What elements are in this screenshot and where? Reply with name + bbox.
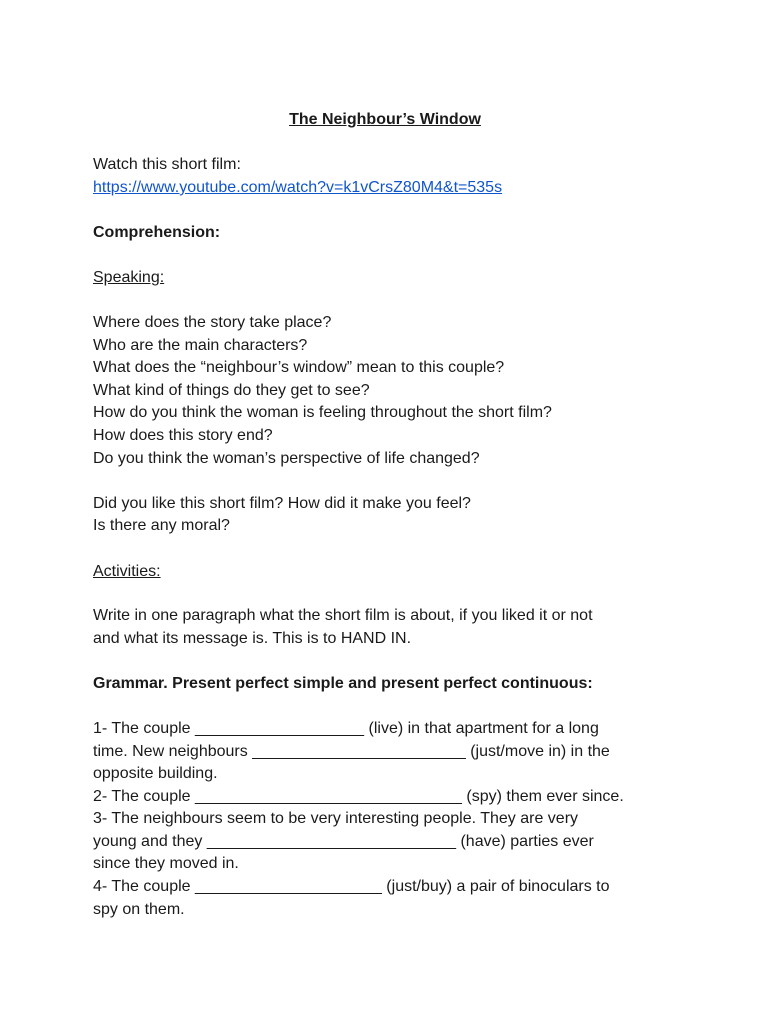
video-link[interactable] bbox=[93, 178, 502, 198]
grammar-exercise-line: since they moved in. bbox=[93, 855, 239, 872]
activity-text-line: and what its message is. This is to HAND IN. bbox=[93, 630, 412, 647]
page-title: The Neighbour’s Window bbox=[289, 111, 481, 128]
follow-up-question: Did you like this short film? How did it make you feel? bbox=[93, 495, 471, 512]
speaking-question: How do you think the woman is feeling throughout the short film? bbox=[93, 404, 552, 421]
grammar-heading: Grammar. Present perfect simple and present perfect continuous: bbox=[93, 675, 593, 692]
comprehension-heading: Comprehension: bbox=[93, 224, 221, 241]
speaking-question: Who are the main characters? bbox=[93, 337, 308, 354]
grammar-exercise-line: spy on them. bbox=[93, 901, 185, 918]
speaking-question: Do you think the woman’s perspective of life changed? bbox=[93, 450, 480, 467]
grammar-exercise-line: 1- The couple ___________________ (live) in that apartment for a long bbox=[93, 720, 599, 737]
speaking-heading: Speaking: bbox=[93, 269, 165, 286]
grammar-exercise-line: young and they ____________________________ (have) parties ever bbox=[93, 833, 594, 850]
follow-up-question: Is there any moral? bbox=[93, 517, 230, 534]
speaking-question: What does the “neighbour’s window” mean to this couple? bbox=[93, 359, 505, 376]
speaking-question: Where does the story take place? bbox=[93, 314, 332, 331]
grammar-exercise-line: 4- The couple _____________________ (just/buy) a pair of binoculars to bbox=[93, 878, 610, 895]
video-link-text[interactable]: https://www.youtube.com/watch?v=k1vCrsZ80M4&t=535s bbox=[93, 179, 503, 196]
grammar-exercise-line: 3- The neighbours seem to be very interesting people. They are very bbox=[93, 810, 579, 827]
grammar-exercise-line: 2- The couple ______________________________ (spy) them ever since. bbox=[93, 788, 624, 805]
grammar-exercise-line: opposite building. bbox=[93, 765, 218, 782]
activities-heading: Activities: bbox=[93, 563, 161, 580]
speaking-question: What kind of things do they get to see? bbox=[93, 382, 370, 399]
grammar-exercise-line: time. New neighbours ________________________ (just/move in) in the bbox=[93, 743, 610, 760]
watch-instruction: Watch this short film: bbox=[93, 156, 241, 173]
speaking-question: How does this story end? bbox=[93, 427, 273, 444]
activity-text-line: Write in one paragraph what the short film is about, if you liked it or not bbox=[93, 607, 593, 624]
